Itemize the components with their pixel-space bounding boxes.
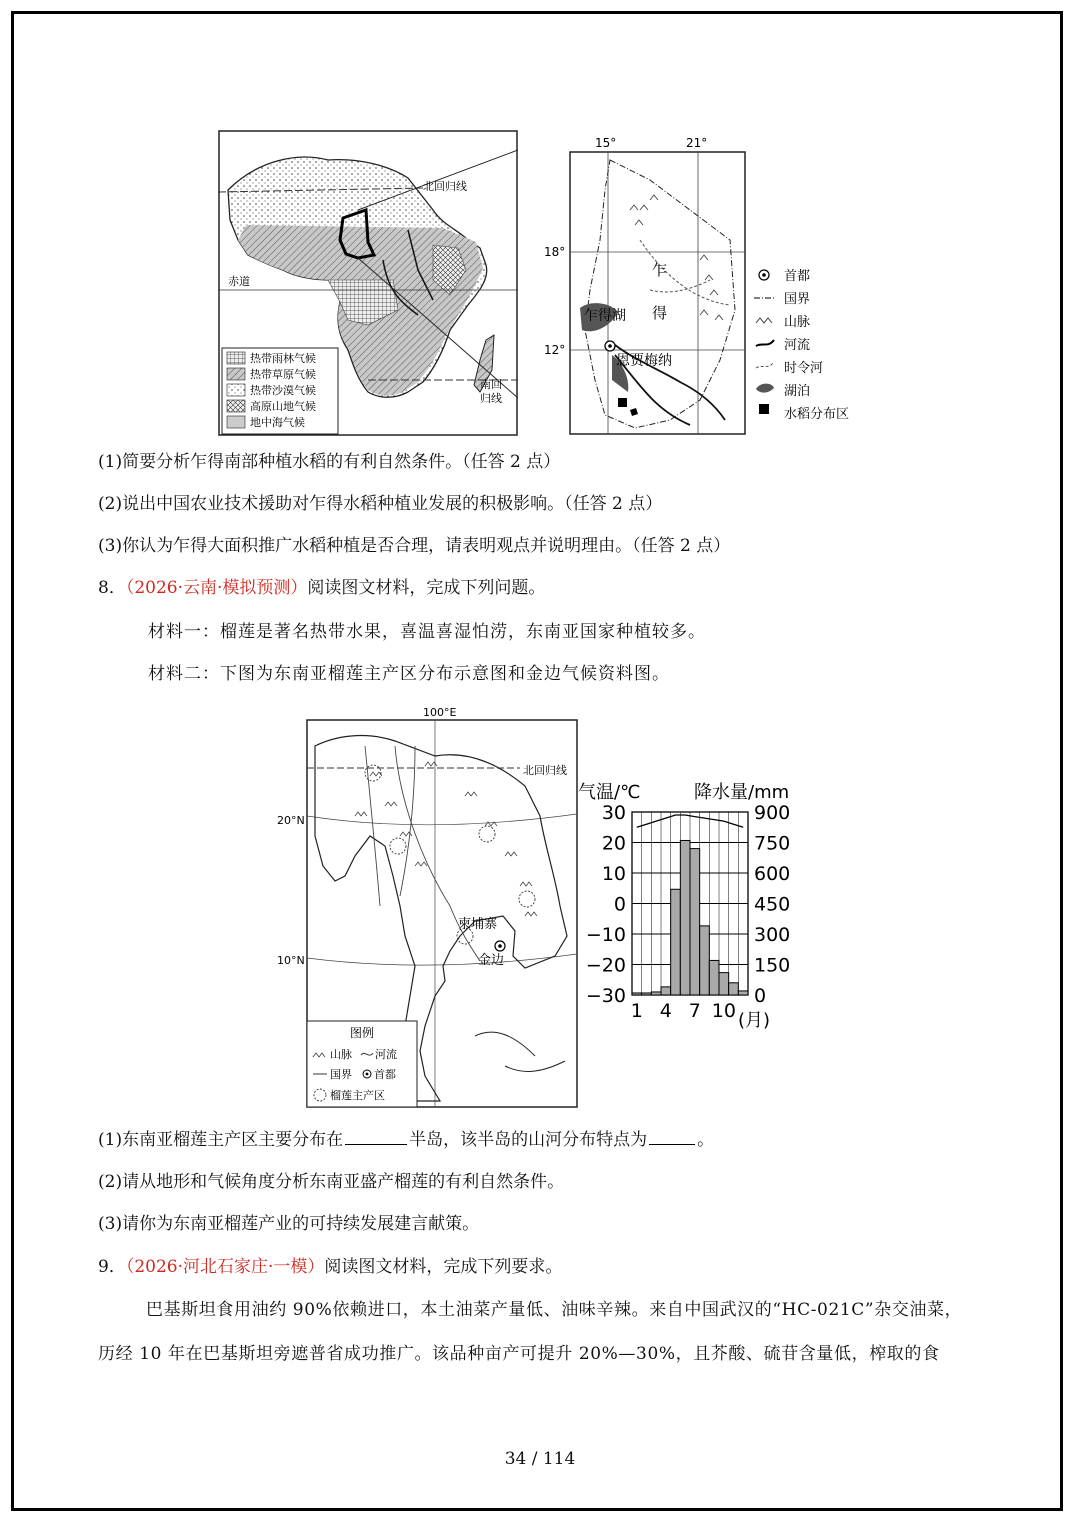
africa-legend-item: 热带沙漠气候 xyxy=(250,384,316,397)
precip-tick-label: 0 xyxy=(754,985,767,1007)
q8-q1 xyxy=(98,1128,714,1152)
precip-bar xyxy=(671,889,681,995)
lat-label: 12° xyxy=(544,343,566,357)
q8-material-1: 材料一：榴莲是著名热带水果，喜温喜湿怕涝，东南亚国家种植较多。 xyxy=(148,622,706,642)
precip-bar xyxy=(738,991,748,995)
precip-bar xyxy=(700,926,710,995)
q9-paragraph-line-2: 历经 10 年在巴基斯坦旁遮普省成功推广。该品种亩产可提升 20%—30%，且芥酸、硫苷含量低，榨取的食 xyxy=(98,1344,940,1364)
q7-item-1: (1)简要分析乍得南部种植水稻的有利自然条件。（任答 2 点） xyxy=(98,452,561,472)
q7-item-3: (3)你认为乍得大面积推广水稻种植是否合理，请表明观点并说明理由。（任答 2 点） xyxy=(98,536,731,556)
tropic-cancer-label: 北回归线 xyxy=(423,180,467,193)
africa-legend-item: 高原山地气候 xyxy=(250,400,316,413)
answer-blank-features[interactable] xyxy=(649,1128,695,1145)
q8-q2: (2)请从地形和气候角度分析东南亚盛产榴莲的有利自然条件。 xyxy=(98,1172,565,1192)
q9-paragraph-line-1: 巴基斯坦食用油约 90%依赖进口，本土油菜产量低、油味辛辣。来自中国武汉的“HC-021C”杂交油菜， xyxy=(146,1300,963,1320)
chad-legend-item: 时令河 xyxy=(784,361,824,376)
temp-tick-label: 0 xyxy=(613,893,626,916)
precip-tick-label: 300 xyxy=(754,924,791,946)
lon-label-100e: 100°E xyxy=(423,706,457,719)
lon-label: 21° xyxy=(686,136,708,150)
chad-legend-item: 河流 xyxy=(784,338,811,353)
precip-bar xyxy=(632,993,642,995)
q8-q1-part-c: 。 xyxy=(697,1130,715,1150)
country-name-char: 乍 xyxy=(652,261,668,279)
temp-tick-label: 20 xyxy=(601,832,626,855)
tropic-label: 北回归线 xyxy=(523,764,567,777)
precip-bar xyxy=(642,993,652,995)
month-tick-label: 1 xyxy=(630,1000,643,1022)
q9-source: （2026·河北石家庄·一模） xyxy=(125,1257,325,1277)
map-legend-item: 国界 xyxy=(330,1068,352,1081)
tropic-capricorn-label-2: 归线 xyxy=(480,392,502,405)
q8-number: 8． xyxy=(98,578,126,598)
precip-bar xyxy=(709,960,719,995)
precip-bar xyxy=(729,983,739,995)
precip-bar xyxy=(651,992,661,995)
left-axis-label: 气温/℃ xyxy=(578,782,641,803)
chad-legend xyxy=(754,270,776,414)
precip-tick-label: 450 xyxy=(754,893,791,916)
q9-number: 9． xyxy=(98,1257,126,1277)
chad-legend-item: 水稻分布区 xyxy=(784,407,850,422)
precip-tick-label: 900 xyxy=(754,802,791,824)
x-unit-label: (月) xyxy=(738,1010,771,1031)
legend-title: 图例 xyxy=(350,1026,375,1040)
africa-climate-map xyxy=(218,130,518,436)
page-number: 34 / 114 xyxy=(504,1449,576,1469)
q8-q1-part-a: (1)东南亚榴莲主产区主要分布在 xyxy=(98,1130,344,1150)
temp-tick-label: 30 xyxy=(601,802,626,824)
precip-tick-label: 150 xyxy=(754,954,791,977)
answer-blank-peninsula[interactable] xyxy=(345,1128,407,1145)
country-name-char: 得 xyxy=(652,304,668,322)
q8-prompt: 阅读图文材料，完成下列问题。 xyxy=(307,578,546,598)
temp-tick-label: −10 xyxy=(585,924,626,946)
precip-tick-label: 750 xyxy=(754,832,791,855)
phnom-penh-climate-chart xyxy=(578,776,810,1036)
q8-q3: (3)请你为东南亚榴莲产业的可持续发展建言献策。 xyxy=(98,1214,480,1234)
precip-bar xyxy=(680,840,690,995)
chad-legend-item: 湖泊 xyxy=(784,384,811,399)
lake-label: 乍得湖 xyxy=(584,308,626,324)
precip-bar xyxy=(661,987,671,995)
temp-tick-label: −30 xyxy=(585,985,626,1007)
q8-source: （2026·云南·模拟预测） xyxy=(125,578,308,598)
phnom-penh-label: 金边 xyxy=(478,953,505,968)
equator-label: 赤道 xyxy=(228,275,250,288)
q8-q1-part-b: 半岛，该半岛的山河分布特点为 xyxy=(409,1130,648,1150)
lat-label-10n: 10°N xyxy=(277,954,305,967)
q7-item-2: (2)说出中国农业技术援助对乍得水稻种植业发展的积极影响。（任答 2 点） xyxy=(98,494,663,514)
chad-legend-item: 国界 xyxy=(784,292,811,307)
map-legend-item: 山脉 xyxy=(330,1048,352,1061)
southeast-asia-durian-map xyxy=(275,706,585,1110)
month-tick-label: 4 xyxy=(659,1000,672,1022)
q8-heading xyxy=(98,576,545,600)
africa-legend-item: 热带雨林气候 xyxy=(250,352,316,365)
q9-prompt: 阅读图文材料，完成下列要求。 xyxy=(324,1257,563,1277)
chad-legend-item: 首都 xyxy=(784,269,811,284)
lat-label: 18° xyxy=(544,245,566,259)
cambodia-label: 柬埔寨 xyxy=(458,917,498,932)
map-legend-item: 河流 xyxy=(375,1048,397,1061)
q8-material-2: 材料二：下图为东南亚榴莲主产区分布示意图和金边气候资料图。 xyxy=(148,664,670,684)
tropic-capricorn-label-1: 南回 xyxy=(480,378,502,391)
map-legend-item: 榴莲主产区 xyxy=(330,1089,385,1102)
map-legend-item: 首都 xyxy=(374,1068,396,1081)
precip-bar xyxy=(719,973,729,995)
lon-label: 15° xyxy=(595,136,617,150)
temp-tick-label: 10 xyxy=(601,863,626,885)
precip-bar xyxy=(690,849,700,995)
q9-heading xyxy=(98,1255,562,1279)
capital-label: 恩贾梅纳 xyxy=(616,353,672,369)
chad-map xyxy=(540,130,870,436)
lat-label-20n: 20°N xyxy=(277,814,305,827)
right-axis-label: 降水量/mm xyxy=(694,782,790,803)
temp-tick-label: −20 xyxy=(585,954,626,977)
month-tick-label: 7 xyxy=(688,1000,701,1022)
africa-legend-item: 地中海气候 xyxy=(250,416,305,429)
precip-tick-label: 600 xyxy=(754,863,791,885)
month-tick-label: 10 xyxy=(711,1000,736,1022)
africa-legend-item: 热带草原气候 xyxy=(250,368,316,381)
chad-legend-item: 山脉 xyxy=(784,315,811,330)
